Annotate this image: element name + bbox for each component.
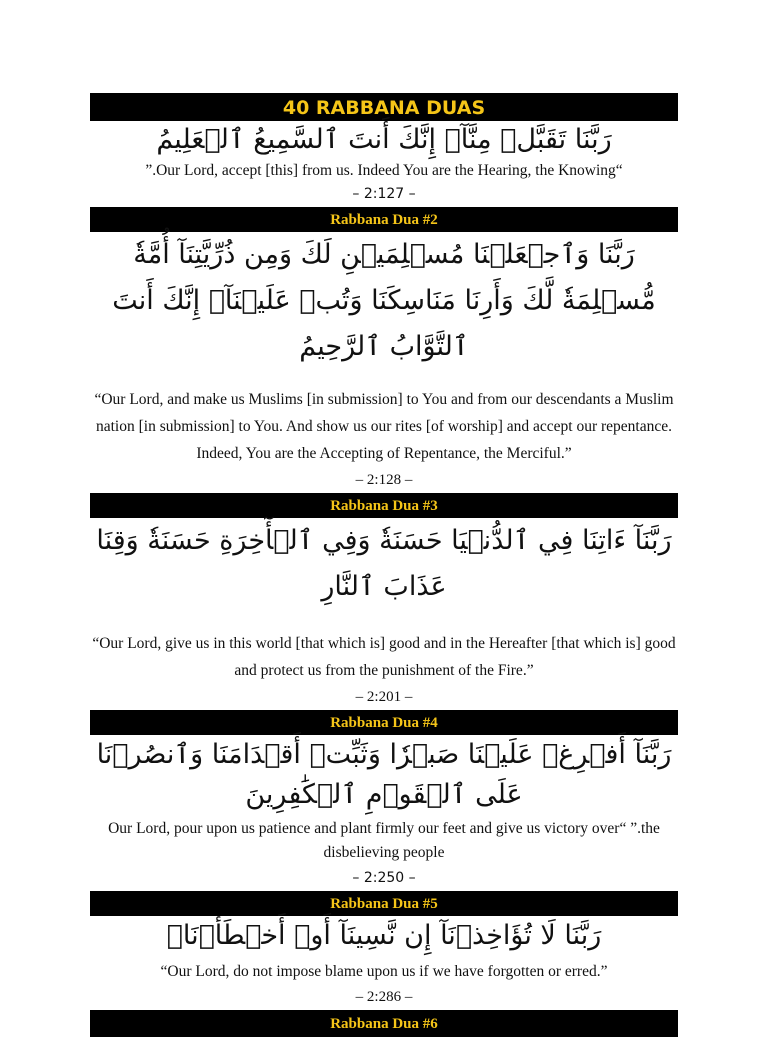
dua-heading-bar xyxy=(90,891,678,916)
arabic-verse: رَبَّنَآ أَفۡرِغۡ عَلَيۡنَا صَبۡرٗا وَثَبِّتۡ أَقۡدَامَنَا وَٱنصُرۡنَا عَلَى ٱلۡقَوۡمِ ٱلۡكَٰفِرِينَ xyxy=(96,739,672,810)
dua-section-1 xyxy=(90,122,678,206)
dua-heading-bar xyxy=(90,493,678,518)
dua-heading-bar xyxy=(90,207,678,232)
translation-text: “Our Lord, and make us Muslims [in submission] to You and from our descendants a Muslim nation [in submission] to You. And show us our rites [of worship] and accept our repentance. Indeed, You are the Accepting of Repentance, the Merciful.” xyxy=(94,391,674,462)
document-page xyxy=(90,93,678,1037)
dua-section-3 xyxy=(90,518,678,710)
verse-reference: – 2:127 – xyxy=(352,186,416,202)
translation-text: Our Lord, pour upon us patience and plant firmly our feet and give us victory over“ ”.the disbelieving people xyxy=(108,820,660,861)
verse-reference: – 2:286 – xyxy=(355,989,413,1005)
dua-section-4 xyxy=(90,735,678,891)
dua-heading: Rabbana Dua #3 xyxy=(330,498,438,514)
arabic-verse: رَبَّنَا وَٱجۡعَلۡنَا مُسۡلِمَيۡنِ لَكَ وَمِن ذُرِّيَّتِنَآ أُمَّةٗ مُّسۡلِمَةٗ لَّكَ وَأَرِنَا مَنَاسِكَنَا وَتُبۡ عَلَيۡنَآۖ إِنَّكَ أَنتَ ٱلتَّوَّابُ ٱلرَّحِيمُ xyxy=(112,239,656,362)
translation-text: “Our Lord, do not impose blame upon us if we have forgotten or erred.” xyxy=(160,963,608,980)
dua-section-5 xyxy=(90,916,678,1010)
translation-text: ”.Our Lord, accept [this] from us. Indeed You are the Hearing, the Knowing“ xyxy=(145,162,623,179)
verse-reference: – 2:128 – xyxy=(355,472,413,488)
dua-section-2 xyxy=(90,232,678,493)
arabic-verse: رَبَّنَا لَا تُؤَاخِذۡنَآ إِن نَّسِينَآ أَوۡ أَخۡطَأۡنَاۚ xyxy=(166,920,602,951)
dua-heading: Rabbana Dua #4 xyxy=(330,715,438,731)
page-title: 40 RABBANA DUAS xyxy=(282,97,486,119)
dua-heading: Rabbana Dua #5 xyxy=(330,896,438,912)
title-bar xyxy=(90,93,678,121)
arabic-verse: رَبَّنَا تَقَبَّلۡ مِنَّآۖ إِنَّكَ أَنتَ ٱلسَّمِيعُ ٱلۡعَلِيمُ xyxy=(156,124,612,155)
dua-heading-bar xyxy=(90,710,678,735)
verse-reference: – 2:250 – xyxy=(352,870,416,886)
dua-heading: Rabbana Dua #6 xyxy=(330,1016,438,1032)
arabic-verse: رَبَّنَآ ءَاتِنَا فِي ٱلدُّنۡيَا حَسَنَةٗ وَفِي ٱلۡأٓخِرَةِ حَسَنَةٗ وَقِنَا عَذَابَ ٱلنَّارِ xyxy=(96,525,672,602)
dua-heading: Rabbana Dua #2 xyxy=(330,212,438,228)
verse-reference: – 2:201 – xyxy=(355,689,413,705)
translation-text: “Our Lord, give us in this world [that which is] good and in the Hereafter [that which is] good and protect us from the punishment of the Fire.” xyxy=(92,635,676,679)
